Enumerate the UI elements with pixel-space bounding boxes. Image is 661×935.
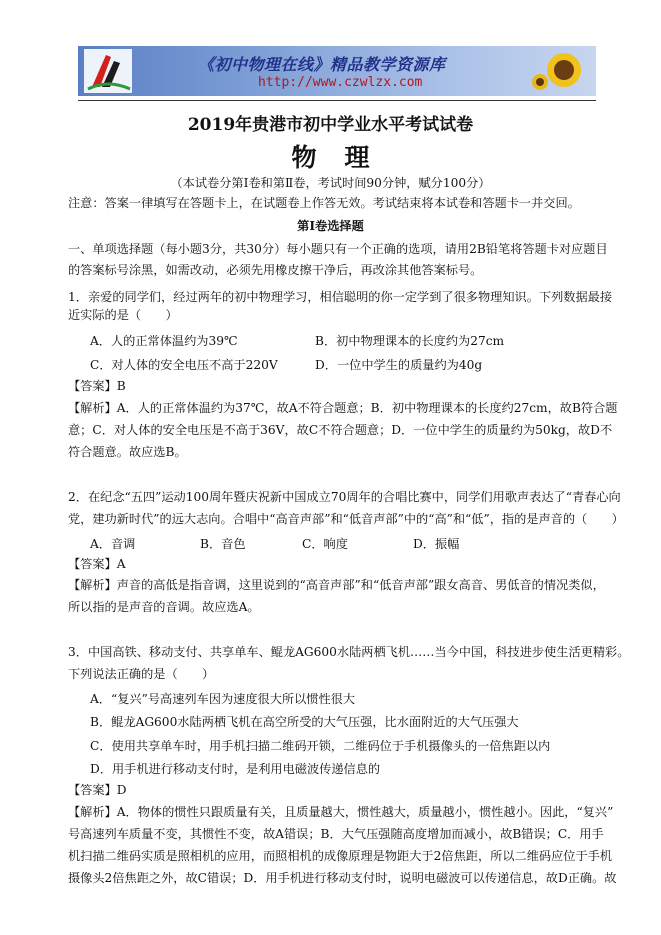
option-d: D．用手机进行移动支付时，是利用电磁波传递信息的 bbox=[90, 762, 381, 776]
banner-url-link[interactable]: http://www.czwlzx.com bbox=[258, 75, 423, 90]
exam-info: （本试卷分第Ⅰ卷和第Ⅱ卷，考试时间90分钟，赋分100分） bbox=[170, 176, 491, 190]
option-c: C．响度 bbox=[302, 537, 348, 551]
option-a: A．音调 bbox=[90, 537, 136, 551]
question-stem: 3．中国高铁、移动支付、共享单车、鲲龙AG600水陆两栖飞机……当今中国，科技进步使生活更精彩。 bbox=[68, 645, 630, 659]
header-banner bbox=[78, 46, 596, 96]
answer-label: 【答案】A bbox=[68, 557, 126, 571]
option-c: C．对人体的安全电压不高于220V bbox=[90, 358, 278, 372]
question-stem: 下列说法正确的是（ ） bbox=[68, 667, 215, 681]
question-stem: 2．在纪念“五四”运动100周年暨庆祝新中国成立70周年的合唱比赛中，同学们用歌声表达了“青春心向 bbox=[68, 490, 621, 504]
analysis-line: 所以指的是声音的音调。故应选A。 bbox=[68, 600, 260, 614]
analysis-line: 摄像头2倍焦距之外，故C错误；D．用手机进行移动支付时，说明电磁波可以传递信息，故D正确。故 bbox=[68, 871, 617, 885]
section-intro-line: 一、单项选择题（每小题3分，共30分）每小题只有一个正确的选项，请用2B铅笔将答题卡对应题目 bbox=[68, 242, 608, 256]
option-a: A．人的正常体温约为39℃ bbox=[90, 334, 238, 348]
option-b: B．音色 bbox=[200, 537, 246, 551]
analysis-line: 号高速列车质量不变，其惯性不变，故A错误；B．大气压强随高度增加而减小，故B错误；C．用手 bbox=[68, 827, 604, 841]
analysis-line: 符合题意。故应选B。 bbox=[68, 445, 187, 459]
analysis-line: 【解析】A．人的正常体温约为37℃，故A不符合题意；B．初中物理课本的长度约27cm，故B符合题 bbox=[68, 401, 618, 415]
option-d: D．振幅 bbox=[413, 537, 460, 551]
subject-title: 物理 bbox=[291, 143, 398, 172]
site-logo-icon bbox=[84, 49, 132, 93]
section-title: 第Ⅰ卷选择题 bbox=[297, 219, 364, 233]
answer-label: 【答案】B bbox=[68, 379, 126, 393]
question-stem: 党，建功新时代”的远大志向。合唱中“高音声部”和“低音声部”中的“高”和“低”，指的是声音的（ ） bbox=[68, 512, 624, 526]
answer-label: 【答案】D bbox=[68, 783, 127, 797]
banner-title: 《初中物理在线》精品教学资源库 bbox=[198, 55, 446, 74]
analysis-line: 【解析】A．物体的惯性只跟质量有关，且质量越大，惯性越大，质量越小，惯性越小。因此，“复兴” bbox=[68, 805, 614, 819]
analysis-line: 机扫描二维码实质是照相机的应用，而照相机的成像原理是物距大于2倍焦距，所以二维码应位于手机 bbox=[68, 849, 613, 863]
question-stem: 近实际的是（ ） bbox=[68, 308, 178, 322]
sunflower-icon bbox=[530, 48, 590, 94]
option-c: C．使用共享单车时，用手机扫描二维码开锁，二维码位于手机摄像头的一倍焦距以内 bbox=[90, 739, 551, 753]
section-intro-line: 的答案标号涂黑，如需改动，必须先用橡皮擦干净后，再改涂其他答案标号。 bbox=[68, 263, 483, 277]
analysis-line: 意；C．对人体的安全电压是不高于36V，故C不符合题意；D．一位中学生的质量约为50kg，故D不 bbox=[68, 423, 613, 437]
option-b: B．鲲龙AG600水陆两栖飞机在高空所受的大气压强，比水面附近的大气压强大 bbox=[90, 715, 519, 729]
notice-text: 注意：答案一律填写在答题卡上，在试题卷上作答无效。考试结束将本试卷和答题卡一并交回。 bbox=[68, 196, 580, 210]
header-rule bbox=[78, 100, 596, 101]
option-d: D．一位中学生的质量约为40g bbox=[315, 358, 483, 372]
question-stem: 1．亲爱的同学们，经过两年的初中物理学习，相信聪明的你一定学到了很多物理知识。下列数据最接 bbox=[68, 290, 613, 304]
exam-title: 2019年贵港市初中学业水平考试试卷 bbox=[187, 115, 474, 135]
option-b: B．初中物理课本的长度约为27cm bbox=[315, 334, 505, 348]
analysis-line: 【解析】声音的高低是指音调，这里说到的“高音声部”和“低音声部”跟女高音、男低音的情况类似， bbox=[68, 578, 605, 592]
option-a: A．“复兴”号高速列车因为速度很大所以惯性很大 bbox=[90, 692, 356, 706]
